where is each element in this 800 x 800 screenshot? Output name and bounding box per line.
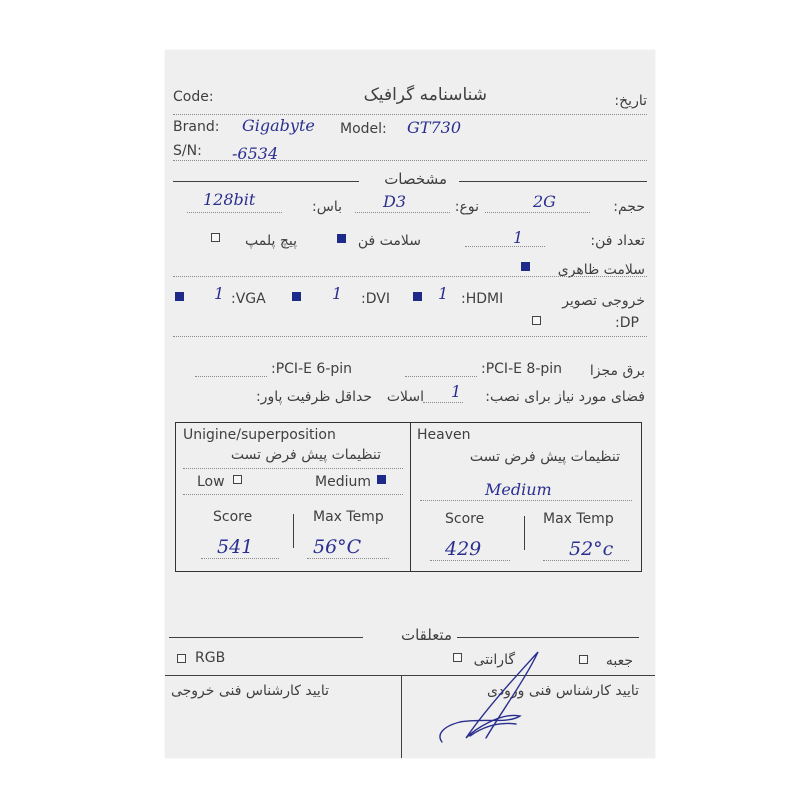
- outputs-label: خروجی تصویر: [562, 293, 645, 309]
- medium-label: Medium: [315, 474, 371, 490]
- rgb-label: RGB: [195, 650, 226, 666]
- unigine-preset-label: تنظیمات پیش فرض تست: [230, 447, 381, 463]
- approval-divider: [401, 675, 402, 758]
- unigine-score-dots: [201, 558, 279, 559]
- type-dots: [355, 212, 450, 213]
- dp-label: :DP: [615, 315, 639, 331]
- hdmi-label: :HDMI: [461, 291, 504, 307]
- screw-seal-checkbox[interactable]: [211, 233, 220, 242]
- dp-checkbox[interactable]: [532, 316, 541, 325]
- heaven-temp-dots: [543, 560, 629, 561]
- vga-label: :VGA: [231, 291, 266, 307]
- box-label: جعبه: [605, 653, 633, 669]
- medium-checkbox[interactable]: [377, 475, 386, 484]
- low-checkbox[interactable]: [233, 475, 242, 484]
- sn-label: S/N:: [173, 143, 202, 159]
- appearance-checkbox[interactable]: [521, 262, 530, 271]
- heaven-divider: [524, 516, 525, 550]
- slot-label: اسلات: [386, 389, 424, 405]
- unigine-temp-value: 56°C: [313, 536, 362, 558]
- install-space-label: فضای مورد نیاز برای نصب:: [485, 389, 645, 405]
- pcie8-dots: [405, 376, 477, 377]
- pcie8-label: :PCI-E 8-pin: [481, 361, 563, 377]
- unigine-level-dots: [183, 494, 403, 495]
- fan-health-label: سلامت فن: [357, 233, 421, 249]
- outputs-dots: [173, 336, 647, 337]
- size-dots: [485, 212, 590, 213]
- bus-dots: [187, 212, 282, 213]
- space-dots: [423, 402, 463, 403]
- pcie6-label: :PCI-E 6-pin: [271, 361, 353, 377]
- heaven-temp-value: 52°c: [569, 538, 614, 560]
- form-title: شناسنامه گرافیک: [363, 85, 487, 105]
- unigine-score-value: 541: [217, 536, 254, 558]
- heaven-temp-label: Max Temp: [543, 511, 614, 527]
- low-label: Low: [197, 474, 225, 490]
- model-value: GT730: [407, 118, 461, 137]
- approval-top-rule: [165, 675, 655, 676]
- appearance-dots: [173, 276, 647, 277]
- unigine-box: [175, 422, 411, 572]
- hdmi-count: 1: [438, 284, 449, 303]
- accessories-rule-right: [457, 637, 639, 638]
- unigine-title: Unigine/superposition: [183, 427, 336, 443]
- unigine-preset-dots: [183, 468, 403, 469]
- date-label: تاریخ:: [614, 93, 647, 109]
- heaven-preset-dots: [420, 500, 632, 501]
- brand-value: Gigabyte: [242, 116, 315, 135]
- unigine-score-label: Score: [213, 509, 253, 525]
- section-rule-right: [459, 181, 647, 182]
- row-divider: [173, 160, 647, 161]
- heaven-preset-label: تنظیمات پیش فرض تست: [469, 449, 620, 465]
- heaven-score-label: Score: [445, 511, 485, 527]
- type-value: D3: [383, 192, 407, 211]
- pcie6-dots: [195, 376, 267, 377]
- code-label: Code:: [173, 89, 214, 105]
- entry-approval-label: تایید کارشناس فنی ورودی: [486, 683, 639, 699]
- type-label: نوع:: [454, 199, 479, 215]
- fan-health-checkbox[interactable]: [337, 234, 346, 243]
- graphics-card-form: [165, 50, 655, 758]
- warranty-label: گارانتی: [473, 652, 515, 668]
- rgb-checkbox[interactable]: [177, 654, 186, 663]
- dvi-count: 1: [332, 284, 343, 303]
- fan-count-dots: [465, 246, 545, 247]
- vga-count: 1: [214, 284, 225, 303]
- section-rule-left: [173, 181, 359, 182]
- unigine-temp-label: Max Temp: [313, 509, 384, 525]
- sn-value: -6534: [232, 144, 279, 163]
- min-psu-label: حداقل ظرفیت پاور:: [255, 389, 372, 405]
- unigine-temp-dots: [307, 558, 389, 559]
- heaven-score-dots: [430, 560, 510, 561]
- fan-count-value: 1: [513, 228, 524, 247]
- box-checkbox[interactable]: [579, 655, 588, 664]
- screw-seal-label: پیچ پلمپ: [245, 233, 297, 249]
- fan-count-label: تعداد فن:: [590, 233, 645, 249]
- bus-value: 128bit: [203, 190, 256, 209]
- heaven-score-value: 429: [445, 538, 482, 560]
- handwritten-signature: [430, 642, 550, 754]
- model-label: Model:: [340, 121, 387, 137]
- install-space-value: 1: [451, 382, 462, 401]
- size-label: حجم:: [613, 199, 645, 215]
- specs-section-title: مشخصات: [384, 170, 447, 188]
- hdmi-checkbox[interactable]: [413, 292, 422, 301]
- accessories-section-title: متعلقات: [400, 626, 452, 644]
- exit-approval-label: تایید کارشناس فنی خروجی: [170, 683, 329, 699]
- accessories-rule-left: [169, 637, 363, 638]
- appearance-label: سلامت ظاهری: [557, 262, 645, 278]
- dvi-label: :DVI: [361, 291, 390, 307]
- size-value: 2G: [533, 192, 556, 211]
- heaven-preset-value: Medium: [485, 480, 552, 499]
- vga-checkbox[interactable]: [175, 292, 184, 301]
- header-divider: [173, 114, 647, 115]
- unigine-divider: [293, 514, 294, 548]
- brand-label: Brand:: [173, 119, 220, 135]
- heaven-title: Heaven: [417, 427, 471, 443]
- power-label: برق مجزا: [589, 363, 645, 379]
- bus-label: باس:: [312, 199, 342, 215]
- dvi-checkbox[interactable]: [292, 292, 301, 301]
